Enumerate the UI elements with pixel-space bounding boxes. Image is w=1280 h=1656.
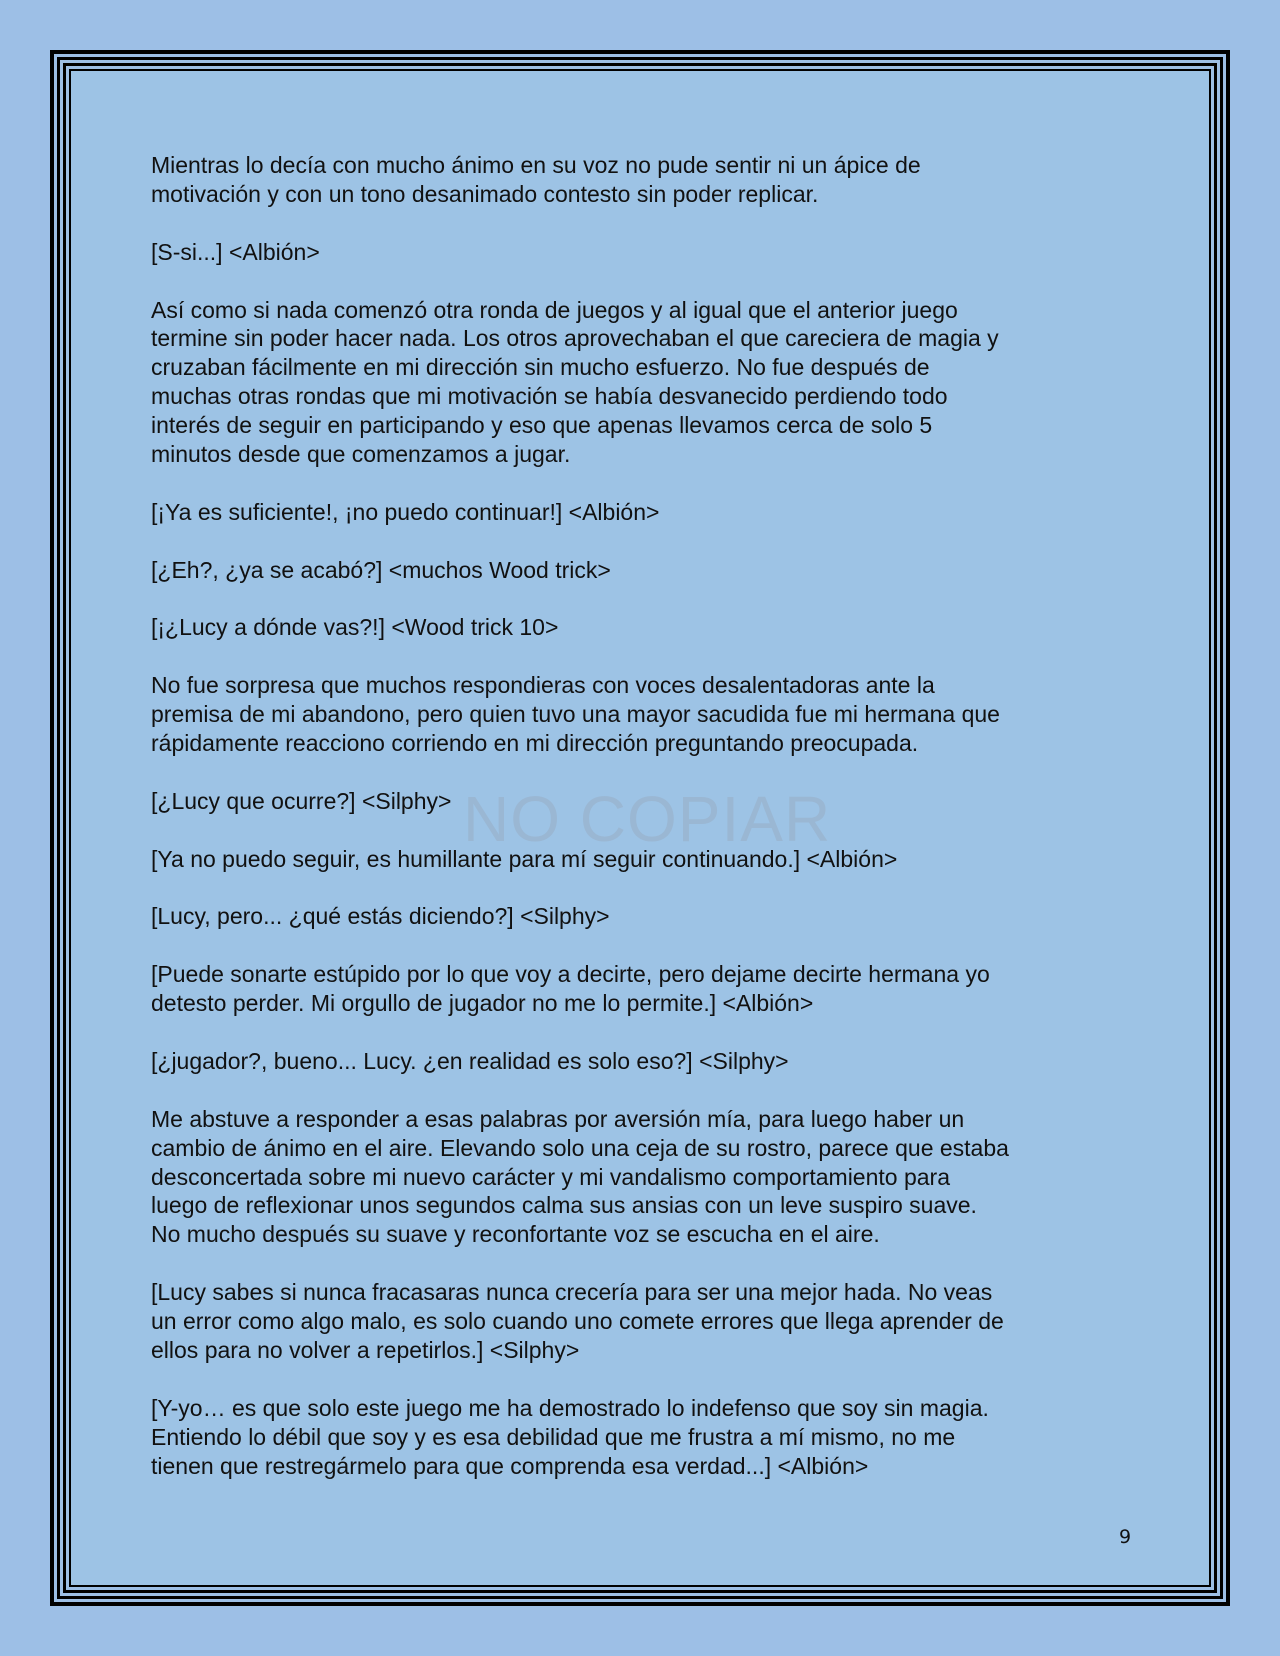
page-body bbox=[151, 151, 1091, 1509]
dialogue-line: [¡¿Lucy a dónde vas?!] <Wood trick 10> bbox=[151, 614, 559, 641]
paragraph: Me abstuve a responder a esas palabras por aversión mía, para luego haber un cambio de ánimo en el aire. Elevando solo una ceja de su rostro, parece que estaba desconcertada sobre mi nuevo carácter y mi vandalismo comportamiento para luego de reflexionar unos segundos calma sus ansias con un leve suspiro suave. No mucho después su suave y reconfortante voz se escucha en el aire. bbox=[151, 1105, 1009, 1248]
dialogue-line: [Ya no puedo seguir, es humillante para mí seguir continuando.] <Albión> bbox=[151, 845, 898, 872]
dialogue-line: [Lucy, pero... ¿qué estás diciendo?] <Silphy> bbox=[151, 903, 610, 930]
dialogue-line: [Y-yo… es que solo este juego me ha demostrado lo indefenso que soy sin magia. Entiendo lo débil que soy y es esa debilidad que me frustra a mí mismo, no me tienen que restregármelo para que comprenda esa verdad...] <Albión> bbox=[151, 1394, 989, 1479]
paragraph: Mientras lo decía con mucho ánimo en su voz no pude sentir ni un ápice de motivación y con un tono desanimado contesto sin poder replicar. bbox=[151, 152, 921, 207]
paragraph: No fue sorpresa que muchos respondieras con voces desalentadoras ante la premisa de mi abandono, pero quien tuvo una mayor sacudida fue mi hermana que rápidamente reacciono corriendo en mi dirección preguntando preocupada. bbox=[151, 672, 1000, 757]
dialogue-line: [Lucy sabes si nunca fracasaras nunca crecería para ser una mejor hada. No veas un error como algo malo, es solo cuando uno comete errores que llega aprender de ellos para no volver a repetirlos.] <Silphy> bbox=[151, 1279, 1004, 1363]
dialogue-line: [¿Lucy que ocurre?] <Silphy> bbox=[151, 787, 452, 814]
dialogue-line: [Puede sonarte estúpido por lo que voy a decirte, pero dejame decirte hermana yo detesto perder. Mi orgullo de jugador no me lo permite.] <Albión> bbox=[151, 961, 990, 1017]
page-number: 9 bbox=[1118, 1526, 1132, 1548]
dialogue-line: [¿Eh?, ¿ya se acabó?] <muchos Wood trick> bbox=[151, 556, 611, 583]
dialogue-line: [¿jugador?, bueno... Lucy. ¿en realidad es solo eso?] <Silphy> bbox=[151, 1047, 789, 1074]
watermark: NO COPIAR bbox=[463, 783, 832, 855]
paragraph: Así como si nada comenzó otra ronda de juegos y al igual que el anterior juego termine sin poder hacer nada. Los otros aprovechaban el que careciera de magia y cruzaban fácilmente en mi dirección sin mucho esfuerzo. No fue después de muchas otras rondas que mi motivación se había desvanecido perdiendo todo interés de seguir en participando y eso que apenas llevamos cerca de solo 5 minutos desde que comenzamos a jugar. bbox=[151, 296, 999, 468]
dialogue-line: [S-si...] <Albión> bbox=[151, 238, 320, 265]
dialogue-line: [¡Ya es suficiente!, ¡no puedo continuar!] <Albión> bbox=[151, 498, 660, 525]
